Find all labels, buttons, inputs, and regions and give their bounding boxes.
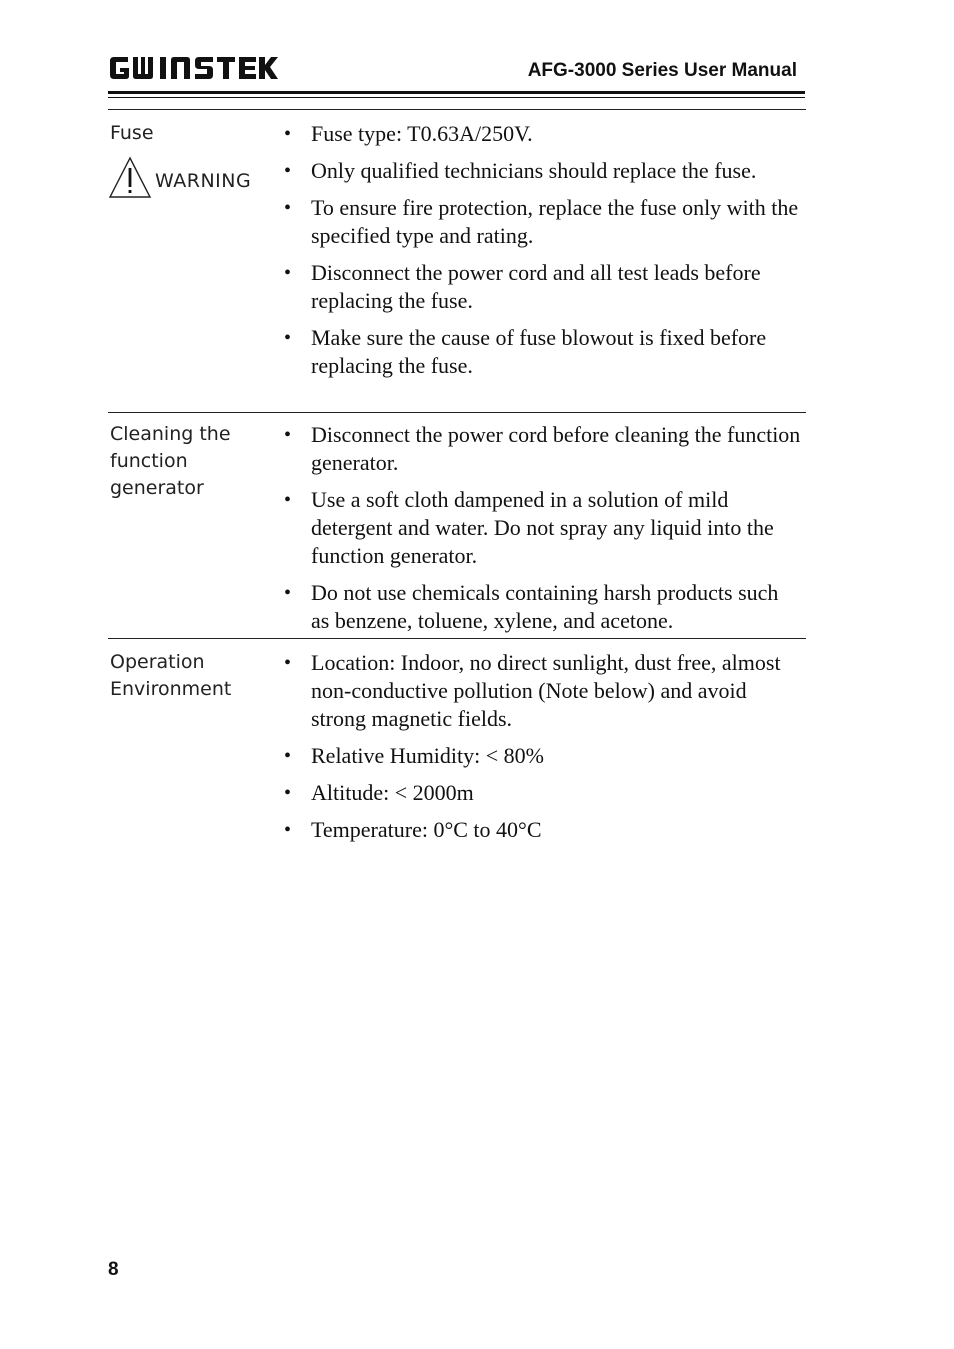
environment-bullet-list — [280, 649, 802, 853]
header-rule-thin — [108, 97, 805, 98]
page-number: 8 — [108, 1259, 119, 1280]
page-header — [108, 50, 805, 110]
list-item: • Location: Indoor, no direct sunlight, dust free, almost non-conductive pollution (Note below) and avoid strong magnetic fields. — [280, 649, 802, 733]
list-item: • Disconnect the power cord before cleaning the function generator. — [280, 421, 802, 477]
list-item: • Fuse type: T0.63A/250V. — [280, 120, 802, 148]
list-item: • Only qualified technicians should replace the fuse. — [280, 157, 802, 185]
section-label: Fuse — [110, 122, 154, 144]
fuse-bullet-list — [280, 120, 802, 389]
section-fuse — [108, 109, 806, 413]
list-item: • Use a soft cloth dampened in a solution of mild detergent and water. Do not spray any liquid into the function generator. — [280, 486, 802, 570]
section-label: Cleaning the function generator — [110, 423, 231, 499]
list-item: • Do not use chemicals containing harsh products such as benzene, toluene, xylene, and acetone. — [280, 579, 802, 635]
list-item: • Temperature: 0°C to 40°C — [280, 816, 802, 844]
list-item: • Make sure the cause of fuse blowout is fixed before replacing the fuse. — [280, 324, 802, 380]
warning-label: WARNING — [155, 170, 252, 192]
gw-instek-logo — [108, 54, 278, 84]
cleaning-bullet-list — [280, 421, 802, 644]
list-item: • To ensure fire protection, replace the fuse only with the specified type and rating. — [280, 194, 802, 250]
warning-triangle-icon — [108, 155, 152, 199]
header-rule-thick — [108, 91, 805, 94]
list-item: • Disconnect the power cord and all test leads before replacing the fuse. — [280, 259, 802, 315]
section-label: Operation Environment — [110, 651, 232, 700]
section-operation-environment — [108, 639, 806, 859]
list-item: • Altitude: < 2000m — [280, 779, 802, 807]
section-cleaning — [108, 412, 806, 639]
manual-title: AFG-3000 Series User Manual — [527, 60, 797, 81]
list-item: • Relative Humidity: < 80% — [280, 742, 802, 770]
